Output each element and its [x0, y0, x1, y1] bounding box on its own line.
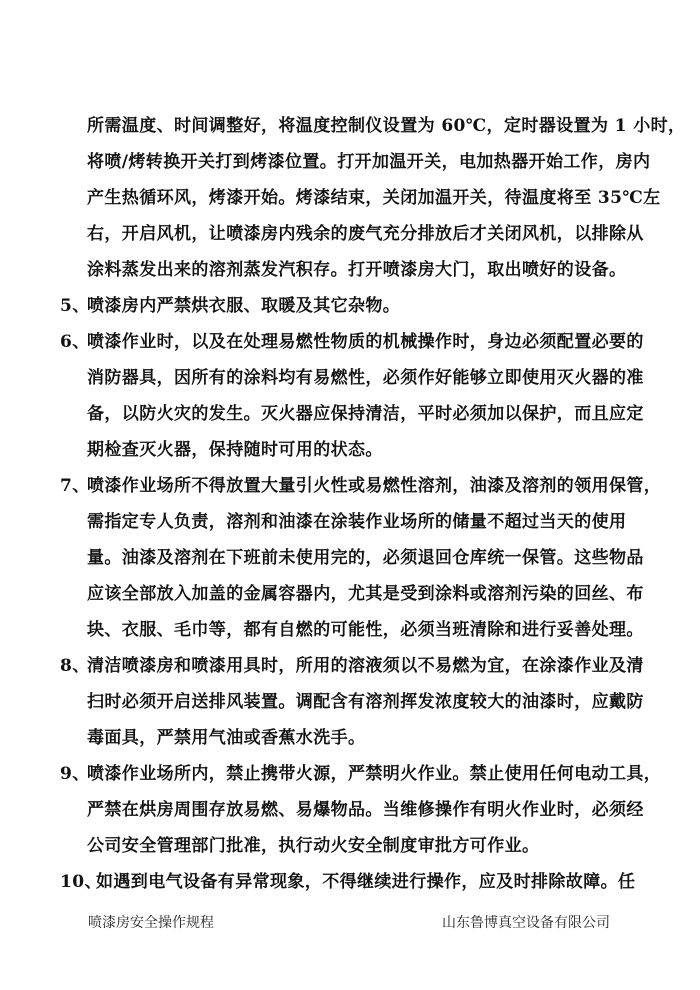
item-text-line: 喷漆作业场所不得放置大量引火性或易燃性溶剂，油漆及溶剂的领用保管， [87, 476, 662, 496]
list-item-10 [60, 864, 636, 900]
intro-line: 右，开启风机，让喷漆房内残余的废气充分排放后才关闭风机，以排除从 [87, 224, 644, 244]
item-text-line: 备，以防火灾的发生。灭火器应保持清洁，平时必须加以保护，而且应定 [87, 404, 644, 424]
item-number: 6、 [60, 332, 90, 352]
item-number: 8、 [60, 656, 90, 676]
item-text-line: 喷漆作业场所内，禁止携带火源，严禁明火作业。禁止使用任何电动工具， [87, 764, 662, 784]
list-item-5 [60, 288, 620, 324]
list-item-7 [60, 468, 662, 504]
item-text-line: 消防器具，因所有的涂料均有易燃性，必须作好能够立即使用灭火器的准 [87, 368, 644, 388]
item-text-line: 公司安全管理部门批准，执行动火安全制度审批方可作业。 [87, 836, 540, 856]
item-text-line: 扫时必须开启送排风装置。调配含有溶剂挥发浓度较大的油漆时，应戴防 [87, 692, 644, 712]
footer-document-title: 喷漆房安全操作规程 [88, 915, 214, 931]
item-text-line: 量。油漆及溶剂在下班前未使用完的，必须退回仓库统一保管。这些物品 [87, 548, 644, 568]
intro-line: 产生热循环风，烤漆开始。烤漆结束，关闭加温开关，待温度将至 35℃左 [87, 188, 661, 208]
item-text-line: 块、衣服、毛巾等，都有自燃的可能性，必须当班清除和进行妥善处理。 [87, 620, 644, 640]
list-item-9 [60, 756, 662, 792]
item-text-line: 喷漆房内严禁烘衣服、取暖及其它杂物。 [87, 296, 401, 316]
document-body [60, 108, 686, 900]
item-text-line: 毒面具，严禁用气油或香蕉水洗手。 [87, 728, 366, 748]
item-text-line: 需指定专人负责，溶剂和油漆在涂装作业场所的储量不超过当天的使用 [87, 512, 627, 532]
item-text-line: 清洁喷漆房和喷漆用具时，所用的溶液须以不易燃为宜，在涂漆作业及清 [87, 656, 644, 676]
item-number: 7、 [60, 476, 90, 496]
intro-line: 所需温度、时间调整好，将温度控制仪设置为 60℃，定时器设置为 1 小时， [87, 116, 686, 136]
item-number: 10、 [60, 872, 102, 892]
item-text-line: 应该全部放入加盖的金属容器内，尤其是受到涂料或溶剂污染的回丝、布 [87, 584, 644, 604]
item-number: 9、 [60, 764, 90, 784]
item-text-line: 期检查灭火器，保持随时可用的状态。 [87, 440, 383, 460]
list-item-6 [60, 324, 644, 360]
intro-line: 将喷/烤转换开关打到烤漆位置。打开加温开关，电加热器开始工作，房内 [87, 152, 651, 172]
intro-line: 涂料蒸发出来的溶剂蒸发汽积存。打开喷漆房大门，取出喷好的设备。 [87, 260, 627, 280]
item-text-line: 如遇到电气设备有异常现象，不得继续进行操作，应及时排除故障。任 [96, 872, 636, 892]
item-text-line: 喷漆作业时，以及在处理易燃性物质的机械操作时，身边必须配置必要的 [87, 332, 644, 352]
item-number: 5、 [60, 296, 90, 316]
item-text-line: 严禁在烘房周围存放易燃、易爆物品。当维修操作有明火作业时，必须经 [87, 800, 644, 820]
list-item-8 [60, 648, 644, 684]
footer-company-name: 山东鲁博真空设备有限公司 [442, 915, 610, 931]
